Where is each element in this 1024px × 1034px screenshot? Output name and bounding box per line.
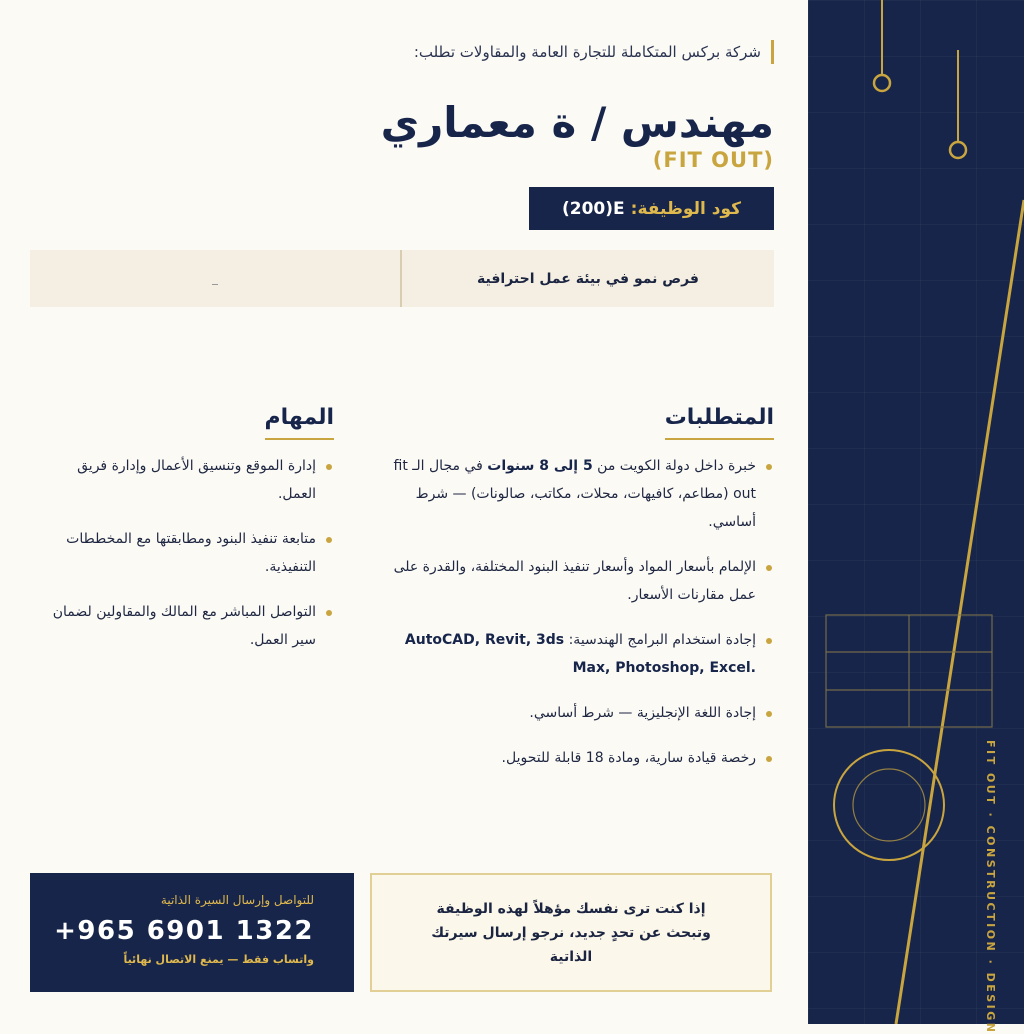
job-code-badge [529, 187, 774, 230]
list-item: الإلمام بأسعار المواد وأسعار تنفيذ البنود المختلفة، والقدرة على عمل مقارنات الأسعار. [374, 553, 774, 609]
tasks-heading: المهام [265, 404, 334, 440]
job-title: مهندس / ة معماري [380, 98, 774, 147]
requirement-1-post: في مجال الـ fit out (مطاعم، كافيهات، محلات، مكاتب، صالونات) — شرط أساسي. [393, 458, 756, 530]
contact-note: واتساب فقط — يمنع الاتصال نهائياً [123, 953, 314, 966]
requirements-list [374, 452, 774, 789]
job-code-label: كود الوظيفة: [630, 198, 741, 219]
requirement-1-pre: خبرة داخل دولة الكويت من [592, 458, 756, 474]
list-item: إجادة اللغة الإنجليزية — شرط أساسي. [374, 699, 774, 727]
growth-band [30, 250, 774, 307]
requirement-3-software: AutoCAD, Revit, 3ds Max, Photoshop, Excel. [404, 632, 756, 676]
requirements-heading: المتطلبات [665, 404, 774, 440]
list-item [374, 626, 774, 682]
cta-box [370, 873, 772, 992]
job-subtitle: (FIT OUT) [652, 148, 774, 172]
band-mark [212, 284, 218, 285]
requirement-3-pre: إجادة استخدام البرامج الهندسية: [564, 632, 756, 648]
list-item: التواصل المباشر مع المالك والمقاولين لضمان سير العمل. [44, 598, 334, 654]
side-vertical-text: FIT OUT · CONSTRUCTION · DESIGN [984, 740, 997, 1034]
list-item: رخصة قيادة سارية، ومادة 18 قابلة للتحويل. [374, 744, 774, 772]
contact-phone[interactable]: +965 6901 1322 [54, 916, 314, 946]
list-item: متابعة تنفيذ البنود ومطابقتها مع المخططات التنفيذية. [44, 525, 334, 581]
requirement-1-bold: 5 إلى 8 سنوات [487, 458, 593, 474]
contact-box [30, 873, 354, 992]
company-line: شركة بركس المتكاملة للتجارة العامة والمقاولات تطلب: [241, 40, 774, 64]
cta-text: إذا كنت ترى نفسك مؤهلاً لهذه الوظيفة وتبحث عن تحدٍ جديد، نرجو إرسال سيرتك الذاتية [431, 900, 711, 965]
contact-label: للتواصل وإرسال السيرة الذاتية [160, 893, 314, 907]
list-item: إدارة الموقع وتنسيق الأعمال وإدارة فريق العمل. [44, 452, 334, 508]
job-code-value: (200)E [562, 198, 625, 219]
growth-text: فرص نمو في بيئة عمل احترافية [400, 250, 774, 307]
list-item [374, 452, 774, 536]
tasks-list [44, 452, 334, 671]
growth-band-empty [30, 250, 400, 307]
